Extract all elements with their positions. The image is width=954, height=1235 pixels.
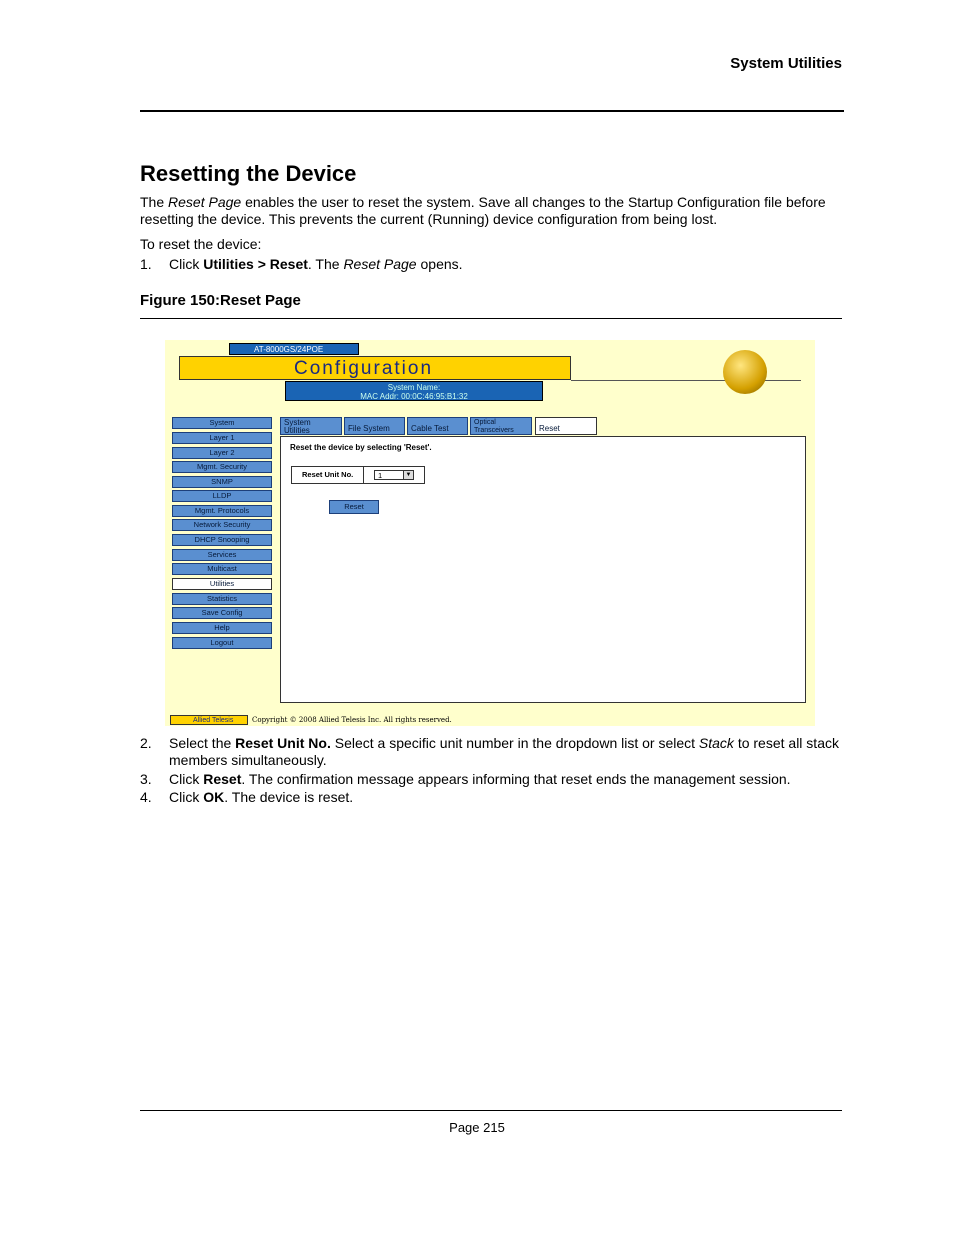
section-title: Resetting the Device <box>140 161 357 186</box>
nav-save-config[interactable]: Save Config <box>172 607 272 619</box>
step-text: Select a specific unit number in the dropdown list or select <box>330 735 699 751</box>
nav-snmp[interactable]: SNMP <box>172 476 272 488</box>
step-number: 3. <box>140 771 152 787</box>
reset-unit-label: Reset Unit No. <box>292 467 364 483</box>
reset-page-screenshot <box>165 340 815 726</box>
step-text: opens. <box>416 256 463 272</box>
reset-unit-row <box>291 466 425 484</box>
step-text: Click <box>169 789 204 805</box>
step-bold: Reset Unit No. <box>235 735 331 751</box>
banner-text: Configuration <box>294 358 434 379</box>
system-info <box>285 381 543 401</box>
step-text: . The <box>307 256 344 272</box>
step-text: Click <box>169 771 204 787</box>
step-bold: Utilities > Reset <box>203 256 308 272</box>
nav-layer2[interactable]: Layer 2 <box>172 447 272 459</box>
step-bold: Reset <box>203 771 242 787</box>
step-emphasis: Stack <box>698 735 734 751</box>
allied-telesis-logo: Allied Telesis <box>170 715 248 725</box>
intro-text: The <box>140 194 169 210</box>
nav-layer1[interactable]: Layer 1 <box>172 432 272 444</box>
tab-reset[interactable]: Reset <box>535 417 597 435</box>
step-number: 1. <box>140 256 152 272</box>
banner-line <box>571 380 801 381</box>
page-number: Page 215 <box>449 1120 505 1135</box>
step-text: Select the <box>169 735 236 751</box>
step-bold: OK <box>203 789 225 805</box>
mac-address: MAC Addr: 00:0C:46:95:B1:32 <box>360 392 468 401</box>
nav-mgmt-protocols[interactable]: Mgmt. Protocols <box>172 505 272 517</box>
nav-mgmt-security[interactable]: Mgmt. Security <box>172 461 272 473</box>
model-label: AT-8000GS/24POE <box>229 343 359 355</box>
nav-system[interactable]: System <box>172 417 272 429</box>
instruction-text: Reset the device by selecting 'Reset'. <box>290 443 432 452</box>
reset-unit-value: 1 <box>378 471 383 480</box>
chevron-down-icon[interactable]: ▼ <box>403 471 413 479</box>
nav-multicast[interactable]: Multicast <box>172 563 272 575</box>
globe-logo-icon <box>723 350 767 394</box>
figure-caption: Figure 150:Reset Page <box>140 292 301 309</box>
content-panel <box>280 436 806 703</box>
tab-system-utilities[interactable]: System Utilities <box>280 417 342 435</box>
tab-file-system[interactable]: File System <box>344 417 405 435</box>
step-text: Click <box>169 256 204 272</box>
nav-network-security[interactable]: Network Security <box>172 519 272 531</box>
reset-unit-select[interactable] <box>374 470 414 480</box>
nav-utilities[interactable]: Utilities <box>172 578 272 590</box>
step-text: . The confirmation message appears informing that reset ends the management session. <box>241 771 791 787</box>
nav-logout[interactable]: Logout <box>172 637 272 649</box>
footer-rule <box>140 1110 842 1111</box>
intro-emphasis: Reset Page <box>168 194 242 210</box>
tab-cable-test[interactable]: Cable Test <box>407 417 468 435</box>
figure-rule <box>140 318 842 319</box>
configuration-banner <box>179 356 571 380</box>
step-number: 4. <box>140 789 152 805</box>
step-text: . The device is reset. <box>224 789 354 805</box>
tab-optical-transceivers[interactable]: Optical Transceivers <box>470 417 532 435</box>
step-text: to reset all stack members simultaneously. <box>169 735 839 768</box>
reset-button[interactable]: Reset <box>329 500 379 514</box>
nav-lldp[interactable]: LLDP <box>172 490 272 502</box>
nav-services[interactable]: Services <box>172 549 272 561</box>
intro-paragraph <box>140 194 844 253</box>
header-rule <box>140 110 844 112</box>
nav-help[interactable]: Help <box>172 622 272 634</box>
running-header: System Utilities <box>730 55 842 72</box>
step-emphasis: Reset Page <box>343 256 417 272</box>
nav-statistics[interactable]: Statistics <box>172 593 272 605</box>
system-name: System Name: <box>387 383 441 392</box>
intro-text-rest: enables the user to reset the system. Save all changes to the Startup Configuration file before resetting the device. This prevents the current (Running) device configuration from being lost. <box>140 194 826 227</box>
copyright-text: Copyright © 2008 Allied Telesis Inc. All rights reserved. <box>252 716 452 724</box>
nav-dhcp-snooping[interactable]: DHCP Snooping <box>172 534 272 546</box>
intro-lead: To reset the device: <box>140 236 262 252</box>
step-number: 2. <box>140 735 152 751</box>
